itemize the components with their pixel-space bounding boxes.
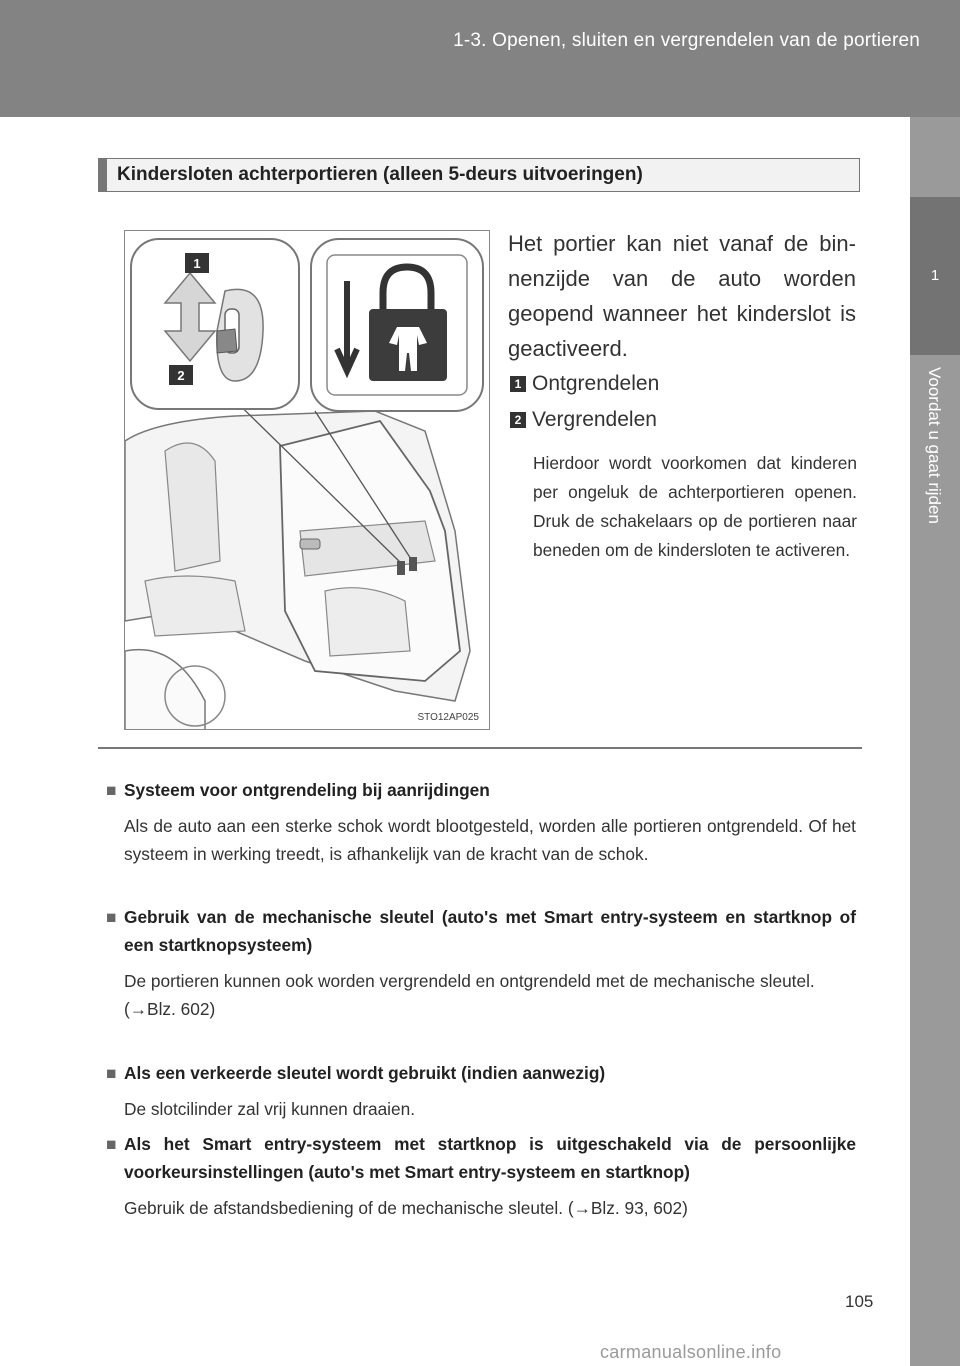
side-tab-spacer — [910, 117, 960, 197]
figure-code: STO12AP025 — [417, 712, 479, 723]
topic-bullet: ■ — [106, 780, 117, 800]
note-paragraph: Hierdoor wordt voorkomen dat kinderen per ongeluk de achterportieren openen. Druk de schakelaars op de portieren naar beneden om de kindersloten te activeren. — [533, 453, 857, 560]
topic-title — [106, 776, 856, 804]
topic-body — [106, 967, 856, 1023]
callout-2-label: 2 — [177, 368, 185, 383]
topic-bullet: ■ — [106, 1134, 117, 1154]
topic-title — [106, 903, 856, 959]
callout-1-label: 1 — [193, 256, 201, 271]
page-number: 105 — [845, 1292, 874, 1311]
section-heading — [98, 158, 860, 192]
topic-title — [106, 1130, 856, 1186]
chapter-title: Voordat u gaat rijden — [925, 367, 944, 524]
topic-body: Als de auto aan een sterke schok wordt blootgesteld, worden alle portieren ontgrendeld. Of het systeem in werking treedt, is afhankelijk van de kracht van de schok. — [124, 816, 856, 864]
door-illustration — [125, 231, 490, 730]
header-band — [0, 0, 960, 117]
topic-title-text: Als het Smart entry-systeem met startknop is uitgeschakeld via de persoonlijke voorkeursinstellingen (auto's met Smart entry-systeem en startknop) — [124, 1134, 856, 1182]
topic-smart-entry-disabled — [106, 1130, 856, 1222]
step-label-lock: Vergrendelen — [532, 408, 657, 431]
step-label-unlock: Ontgrendelen — [532, 372, 660, 395]
side-tab-chapter-number — [910, 197, 960, 355]
topic-title-text: Systeem voor ontgrendeling bij aanrijdingen — [124, 780, 490, 800]
topic-collision-unlock — [106, 776, 856, 868]
section-divider — [98, 747, 862, 749]
section-heading-text: Kindersloten achterportieren (alleen 5-deurs uitvoeringen) — [117, 164, 643, 185]
topic-bullet: ■ — [106, 1063, 117, 1083]
step-unlock — [510, 372, 659, 396]
topic-title-text: Als een verkeerde sleutel wordt gebruikt (indien aanwezig) — [124, 1063, 606, 1083]
topic-body-text: De portieren kunnen ook worden vergrendeld en ontgrendeld met de mechanische sleutel. — [124, 971, 815, 991]
topic-title-text: Gebruik van de mechanische sleutel (auto's met Smart entry-systeem en startknop of een startknopsysteem) — [124, 907, 856, 955]
step-marker-1: 1 — [510, 376, 526, 392]
step-marker-2: 2 — [510, 412, 526, 428]
topic-wrong-key — [106, 1059, 856, 1123]
child-lock-illustration — [124, 230, 490, 730]
watermark: carmanualsonline.info — [600, 1342, 782, 1362]
chapter-section-title: 1-3. Openen, sluiten en vergrendelen van de portieren — [453, 30, 920, 51]
topic-mechanical-key — [106, 903, 856, 1023]
step-lock — [510, 408, 657, 432]
topic-title — [106, 1059, 856, 1087]
topic-bullet: ■ — [106, 907, 117, 927]
page-reference: (→Blz. 602) — [124, 999, 216, 1019]
chapter-number: 1 — [930, 267, 940, 284]
topic-body: De slotcilinder zal vrij kunnen draaien. — [124, 1099, 416, 1119]
topic-body: Gebruik de afstandsbediening of de mechanische sleutel. (→Blz. 93, 602) — [124, 1198, 688, 1218]
heading-bar — [99, 159, 107, 191]
side-tab-chapter-title — [910, 355, 960, 1366]
intro-paragraph: Het portier kan niet vanaf de binnenzijde van de auto worden geopend wanneer het kinderslot is geactiveerd. — [508, 231, 856, 361]
